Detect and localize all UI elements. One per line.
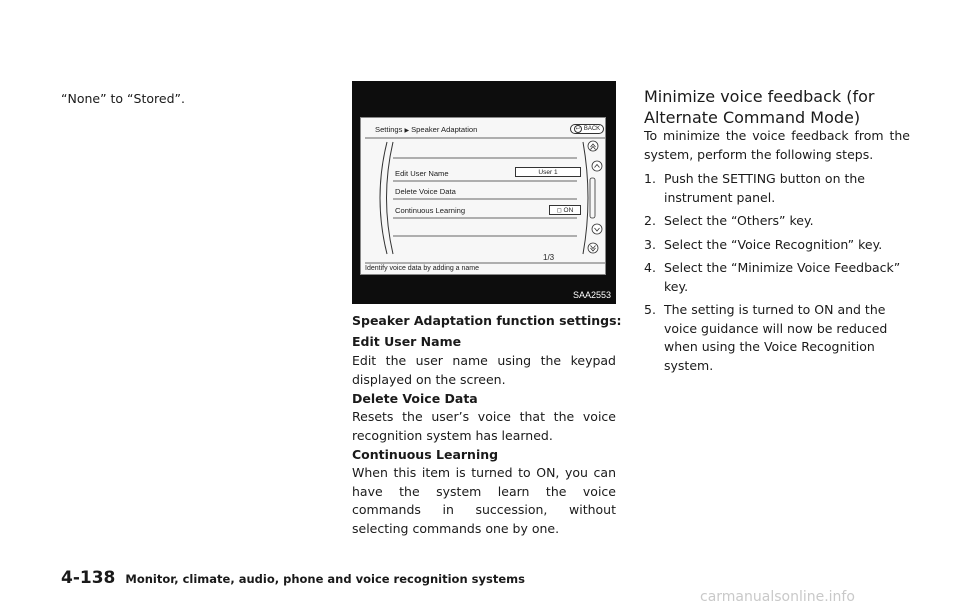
step-text: Select the “Voice Recognition” key. [664,236,883,252]
paragraph-delete-voice-data: Resets the user’s voice that the voice recognition system has learned. [352,409,616,443]
menu-item-delete-voice-data[interactable] [395,183,575,200]
menu-item-label: Delete Voice Data [395,187,456,196]
breadcrumb-speaker-adaptation: Speaker Adaptation [411,125,478,134]
toggle-label: ON [563,207,574,214]
page-footer [61,568,525,588]
paragraph-continuous-learning: When this item is turned to ON, you can have the system learn the voice commands in succession, without selecting commands one by one. [352,465,616,536]
step-number: 3. [644,236,656,252]
step-number: 2. [644,213,656,228]
figure-caption: Speaker Adaptation function settings: [352,313,622,328]
menu-item-label: Edit User Name [395,169,449,178]
step-text: Select the “Minimize Voice Feedback” key. [664,260,901,294]
back-button[interactable] [570,124,604,134]
subheading-delete-voice-data: Delete Voice Data [352,391,478,406]
step-number: 1. [644,171,656,186]
step-text: Push the SETTING button on the instrument panel. [664,171,865,205]
screen-figure [352,81,616,304]
step-number: 5. [644,302,656,317]
indicator-light-icon: ◻ [556,208,562,214]
menu-item-continuous-learning[interactable] [395,202,575,219]
watermark: carmanualsonline.info [700,589,855,605]
menu-item-edit-user-name[interactable] [395,165,575,182]
page-number: 4-138 [61,568,116,588]
step-item [644,212,910,231]
step-item [644,301,910,375]
paragraph-edit-user-name: Edit the user name using the keypad displayed on the screen. [352,353,616,387]
chapter-title: Monitor, climate, audio, phone and voice recognition systems [125,572,525,586]
back-arrow-icon: ↩ [575,126,580,132]
steps-list [644,170,910,380]
subheading-edit-user-name: Edit User Name [352,334,462,349]
display-screen [360,117,606,275]
breadcrumb-settings: Settings [375,125,403,134]
step-item [644,170,910,207]
figure-code: SAA2553 [572,290,611,300]
page-indicator: 1/3 [543,253,555,262]
back-button-label: BACK [583,126,601,132]
breadcrumb [375,125,477,134]
user-name-value: User 1 [515,167,581,177]
step-item [644,236,910,255]
step-text: The setting is turned to ON and the voice guidance will now be reduced when using the Voice Recognition system. [664,302,888,373]
step-item [644,259,910,296]
step-text: Select the “Others” key. [664,213,814,228]
section-heading: Minimize voice feedback (for Alternate Command Mode) [644,87,875,127]
on-toggle-indicator[interactable] [549,205,581,215]
intro-paragraph: To minimize the voice feedback from the system, perform the following steps. [644,128,910,162]
subheading-continuous-learning: Continuous Learning [352,447,499,462]
menu-item-label: Continuous Learning [395,206,466,215]
continued-text: “None” to “Stored”. [61,91,185,106]
chevron-right-icon: ▶ [404,128,410,134]
step-number: 4. [644,260,656,275]
status-line: Identify voice data by adding a name [365,265,480,272]
